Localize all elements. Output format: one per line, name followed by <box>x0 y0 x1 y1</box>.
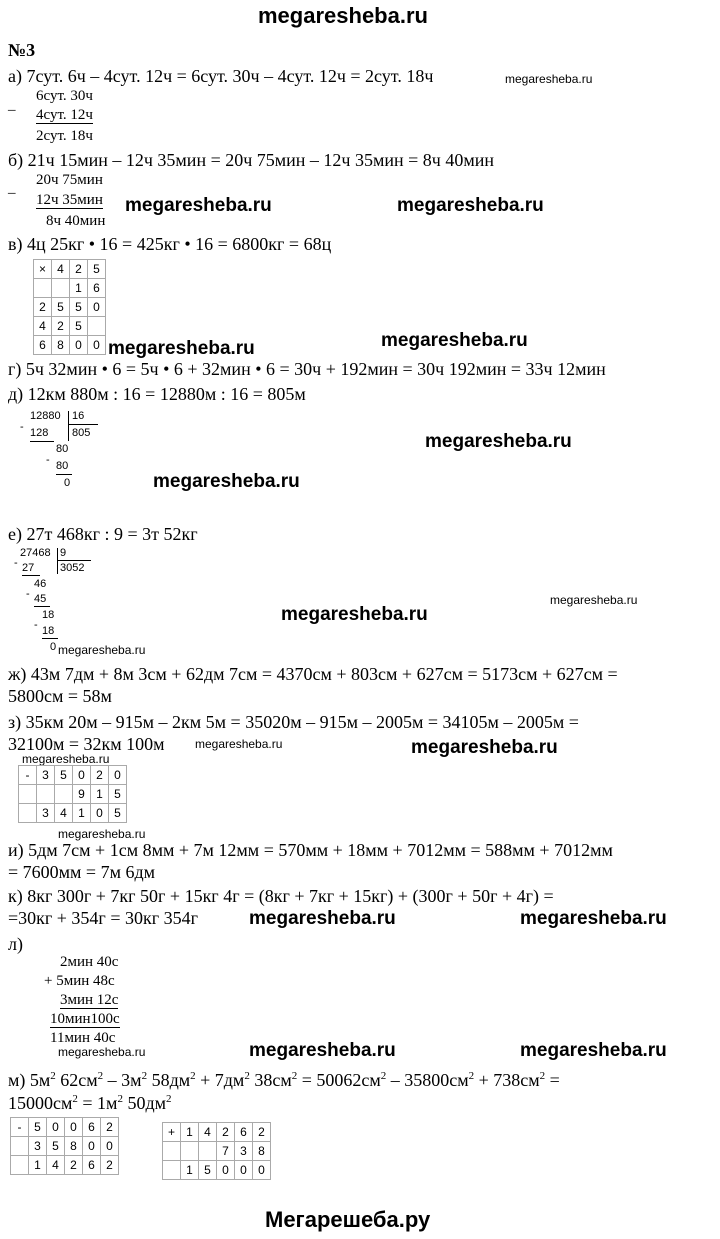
watermark: megaresheba.ru <box>125 195 272 216</box>
task-zh-line-1: ж) 43м 7дм + 8м 3см + 62дм 7см = 4370см + 803см + 627см = 5173см + 627см = <box>8 664 618 684</box>
task-i-line-2: = 7600мм = 7м 6дм <box>8 862 156 882</box>
watermark-small: megaresheba.ru <box>550 593 638 607</box>
task-m-line-2: $15000см^2 = 1м^2$ $50дм^2$ <box>8 1093 172 1113</box>
task-b-line: б) 21ч 15мин – 12ч 35мин = 20ч 75мин – 12ч 35мин = 8ч 40мин <box>8 150 494 170</box>
task-z-grid: - 3 5 0 2 0 9 1 5 3 4 1 0 5 <box>18 765 127 823</box>
watermark: megaresheba.ru <box>108 338 255 359</box>
task-k-line-1: к) 8кг 300г + 7кг 50г + 15кг 4г = (8кг + 7кг + 15кг) + (300г + 50г + 4г) = <box>8 886 554 906</box>
watermark-small: megaresheba.ru <box>58 827 146 841</box>
watermark-small: megaresheba.ru <box>58 1045 146 1059</box>
task-g-line: г) 5ч 32мин • 6 = 5ч • 6 + 32мин • 6 = 30ч + 192мин = 30ч 192мин = 33ч 12мин <box>8 359 606 379</box>
task-a-col-2: 4сут. 12ч <box>36 107 93 123</box>
task-zh-line-2: 5800см = 58м <box>8 686 112 706</box>
task-a-col-1: 6сут. 30ч <box>36 88 93 104</box>
footer-watermark[interactable]: Мегарешеба.ру <box>265 1207 431 1232</box>
task-b-col-2: 12ч 35мин <box>36 192 103 208</box>
watermark: megaresheba.ru <box>520 1040 667 1061</box>
task-v-line: в) 4ц 25кг • 16 = 425кг • 16 = 6800кг = 68ц <box>8 234 332 254</box>
watermark: megaresheba.ru <box>381 330 528 351</box>
task-e-long-division: 27468 9 3052 - 27 46 - 45 18 - 18 0 <box>14 547 114 652</box>
task-m-grid-addition: + 1 4 2 6 2 7 3 8 1 5 0 0 0 <box>162 1122 271 1180</box>
watermark-small: megaresheba.ru <box>505 72 593 86</box>
watermark: megaresheba.ru <box>411 737 558 758</box>
task-v-grid: × 4 2 5 1 6 2 5 5 0 4 2 5 6 8 0 0 <box>33 259 106 355</box>
task-d-line: д) 12км 880м : 16 = 12880м : 16 = 805м <box>8 384 306 404</box>
watermark-small: megaresheba.ru <box>22 752 110 766</box>
watermark-small: megaresheba.ru <box>58 643 146 657</box>
watermark: megaresheba.ru <box>249 1040 396 1061</box>
task-number: №3 <box>8 40 36 60</box>
task-m-grid-subtraction: - 5 0 0 6 2 3 5 8 0 0 1 4 2 6 2 <box>10 1117 119 1175</box>
task-l-col-3: 3мин 12с <box>60 992 119 1008</box>
header-watermark[interactable]: megaresheba.ru <box>258 3 428 28</box>
task-l-col-5: 11мин 40с <box>50 1030 116 1046</box>
task-e-line: е) 27т 468кг : 9 = 3т 52кг <box>8 524 198 544</box>
watermark: megaresheba.ru <box>520 908 667 929</box>
task-i-line-1: и) 5дм 7см + 1см 8мм + 7м 12мм = 570мм + 18мм + 7012мм = 588мм + 7012мм <box>8 840 613 860</box>
task-l-label: л) <box>8 934 23 954</box>
task-b-col-1: 20ч 75мин <box>36 172 103 188</box>
task-a-line: а) 7сут. 6ч – 4сут. 12ч = 6сут. 30ч – 4сут. 12ч = 2сут. 18ч <box>8 66 434 86</box>
task-l-col-4: 10мин100с <box>50 1011 120 1027</box>
minus-sign: _ <box>8 97 16 113</box>
watermark: megaresheba.ru <box>281 604 428 625</box>
task-m-line-1: м) $5м^2$ $62см^2 - 3м^2$ $58дм^2 + 7дм^2$ $38см^2 = 50062см^2 - 35800см^2 + 738см^2$ = <box>8 1070 560 1090</box>
task-l-col-1: 2мин 40с <box>60 954 119 970</box>
task-k-line-2: =30кг + 354г = 30кг 354г <box>8 908 198 928</box>
watermark-small: megaresheba.ru <box>195 737 283 751</box>
minus-sign: _ <box>8 180 16 196</box>
task-z-line-2: 32100м = 32км 100м <box>8 734 165 754</box>
watermark: megaresheba.ru <box>249 908 396 929</box>
task-d-long-division: 12880 16 805 - 128 80 - 80 0 <box>20 410 120 495</box>
task-z-line-1: з) 35км 20м – 915м – 2км 5м = 35020м – 915м – 2005м = 34105м – 2005м = <box>8 712 579 732</box>
task-a-col-3: 2сут. 18ч <box>36 128 93 144</box>
watermark: megaresheba.ru <box>425 431 572 452</box>
watermark: megaresheba.ru <box>153 471 300 492</box>
watermark: megaresheba.ru <box>397 195 544 216</box>
task-l-col-2: + 5мин 48с <box>44 973 115 989</box>
task-b-col-3: 8ч 40мин <box>46 213 106 229</box>
